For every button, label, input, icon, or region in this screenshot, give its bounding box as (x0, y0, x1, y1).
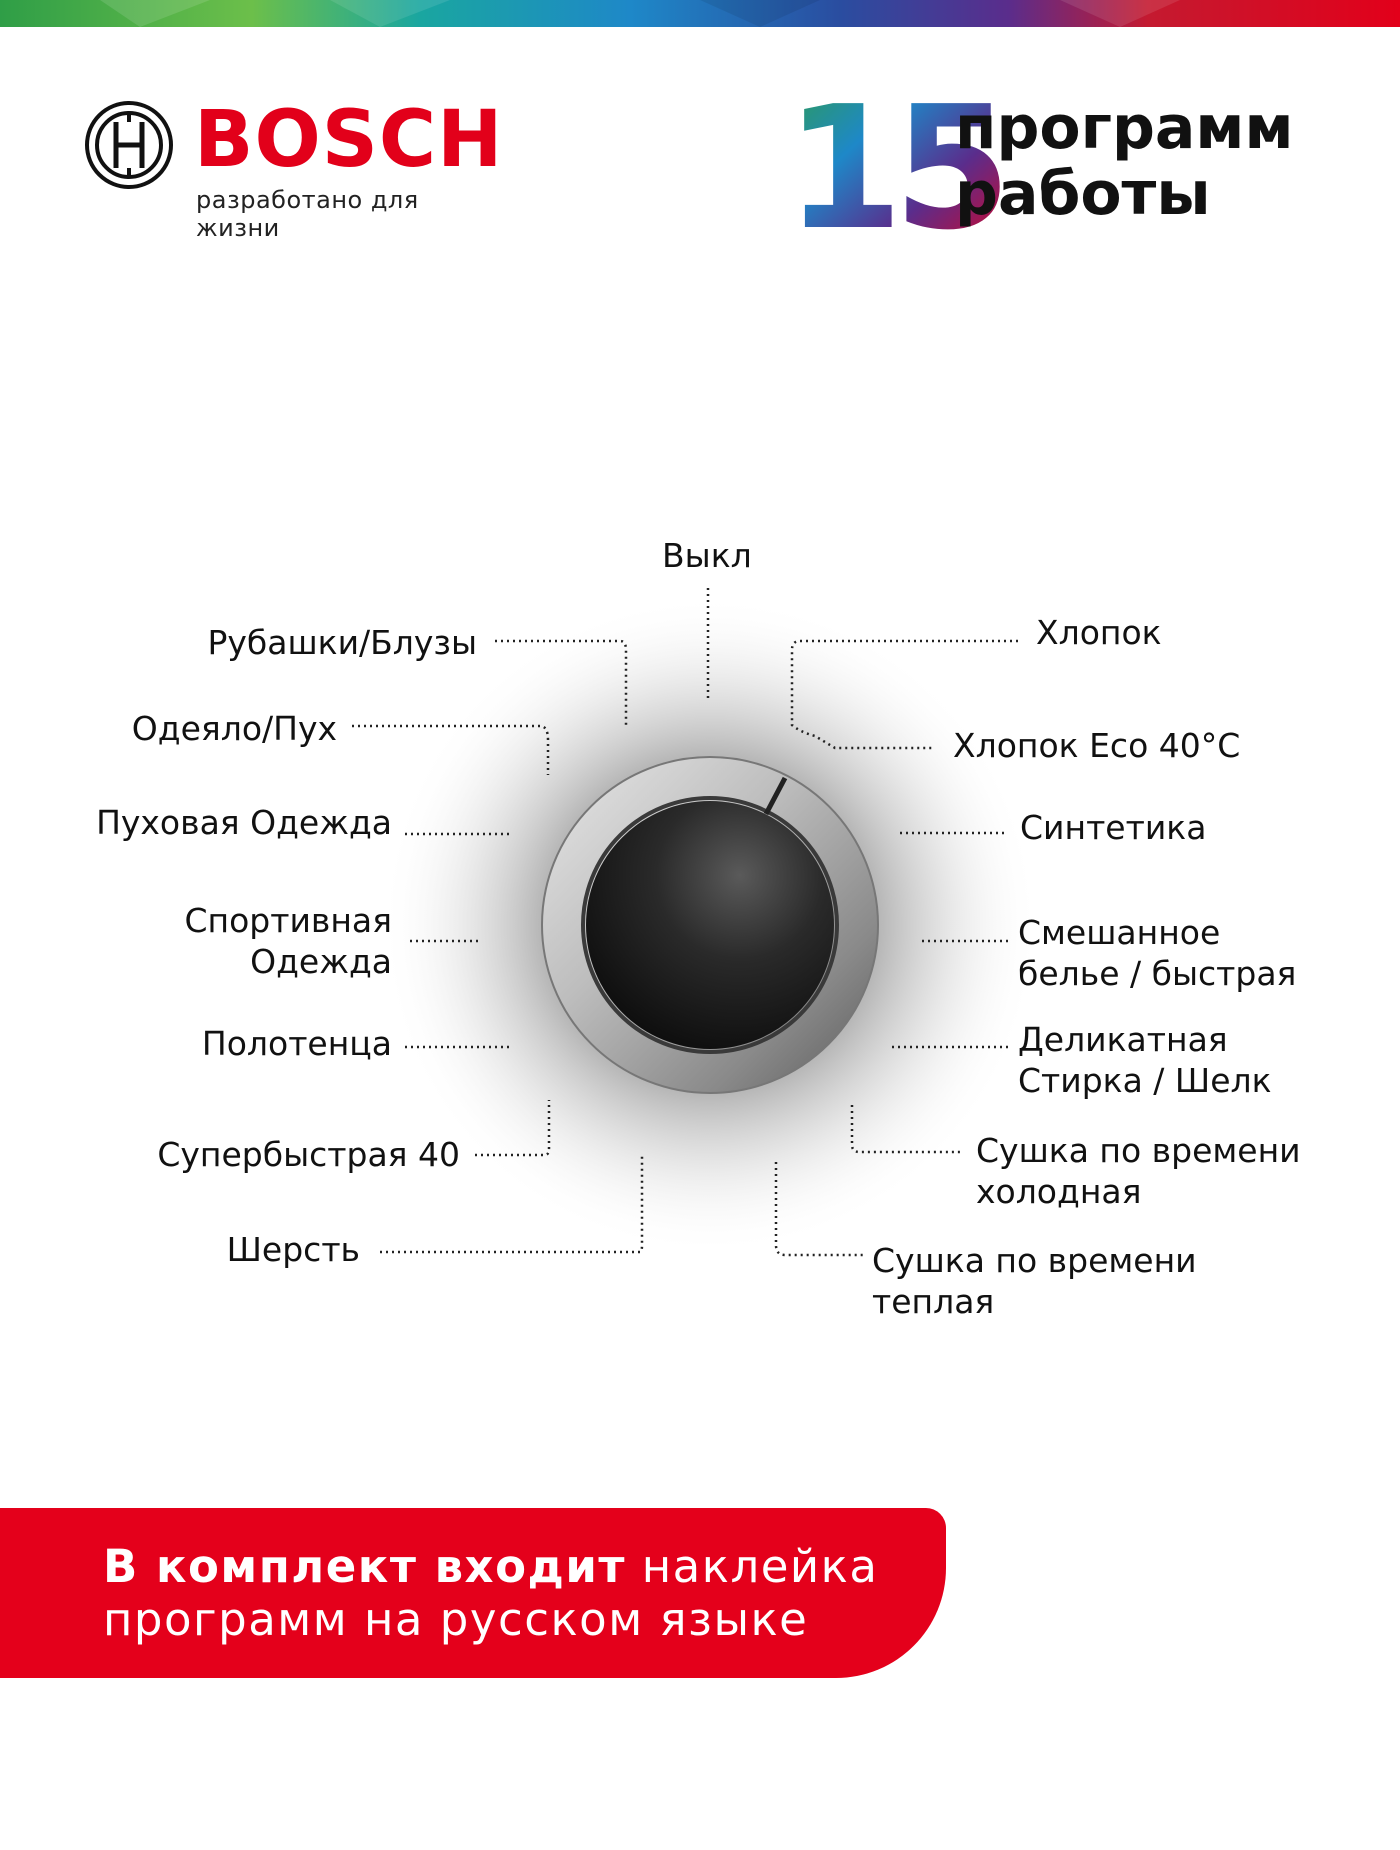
label-cotton-eco: Хлопок Eco 40°C (953, 726, 1241, 765)
headline (785, 70, 1345, 268)
program-dial-diagram (0, 500, 1400, 1360)
banner-line-2: программ на русском языке (103, 1593, 809, 1646)
banner-regular-text: наклейка (641, 1540, 879, 1593)
label-towels: Полотенца (201, 1024, 392, 1063)
label-synthetics: Синтетика (1020, 808, 1207, 847)
label-dry-cold-line2: холодная (976, 1172, 1142, 1211)
label-duvet: Одеяло/Пух (131, 709, 337, 748)
label-down-wear: Пуховая Одежда (96, 803, 392, 842)
label-sport-line1: Спортивная (184, 901, 392, 940)
brand-tagline: разработано для жизни (196, 186, 419, 242)
banner-bold-text: В комплект входит (103, 1540, 626, 1593)
top-gradient-bar (0, 0, 1400, 27)
svg-text:15: 15 (785, 70, 1002, 268)
label-off: Выкл (662, 536, 752, 575)
label-mixed-line1: Смешанное (1018, 913, 1221, 952)
label-shirts: Рубашки/Блузы (207, 623, 477, 662)
label-dry-cold-line1: Сушка по времени (976, 1131, 1301, 1170)
label-sport-line2: Одежда (250, 942, 392, 981)
label-dry-warm-line2: теплая (872, 1282, 995, 1321)
label-cotton: Хлопок (1036, 613, 1162, 652)
headline-line-2: работы (955, 159, 1211, 229)
label-dry-warm-line1: Сушка по времени (872, 1241, 1197, 1280)
brand-name: BOSCH (194, 95, 504, 185)
label-mixed-line2: белье / быстрая (1018, 954, 1297, 993)
label-wool: Шерсть (226, 1230, 360, 1269)
label-delicate-line1: Деликатная (1018, 1020, 1228, 1059)
bosch-logo (84, 95, 504, 242)
dial-knob[interactable] (586, 801, 834, 1049)
headline-number (785, 70, 1002, 268)
label-superfast-40: Супербыстрая 40 (157, 1135, 460, 1174)
headline-line-1: программ (955, 93, 1294, 163)
bosch-armature-icon (84, 100, 174, 190)
label-delicate-line2: Стирка / Шелк (1018, 1061, 1272, 1100)
russian-sticker-banner (0, 1508, 946, 1678)
